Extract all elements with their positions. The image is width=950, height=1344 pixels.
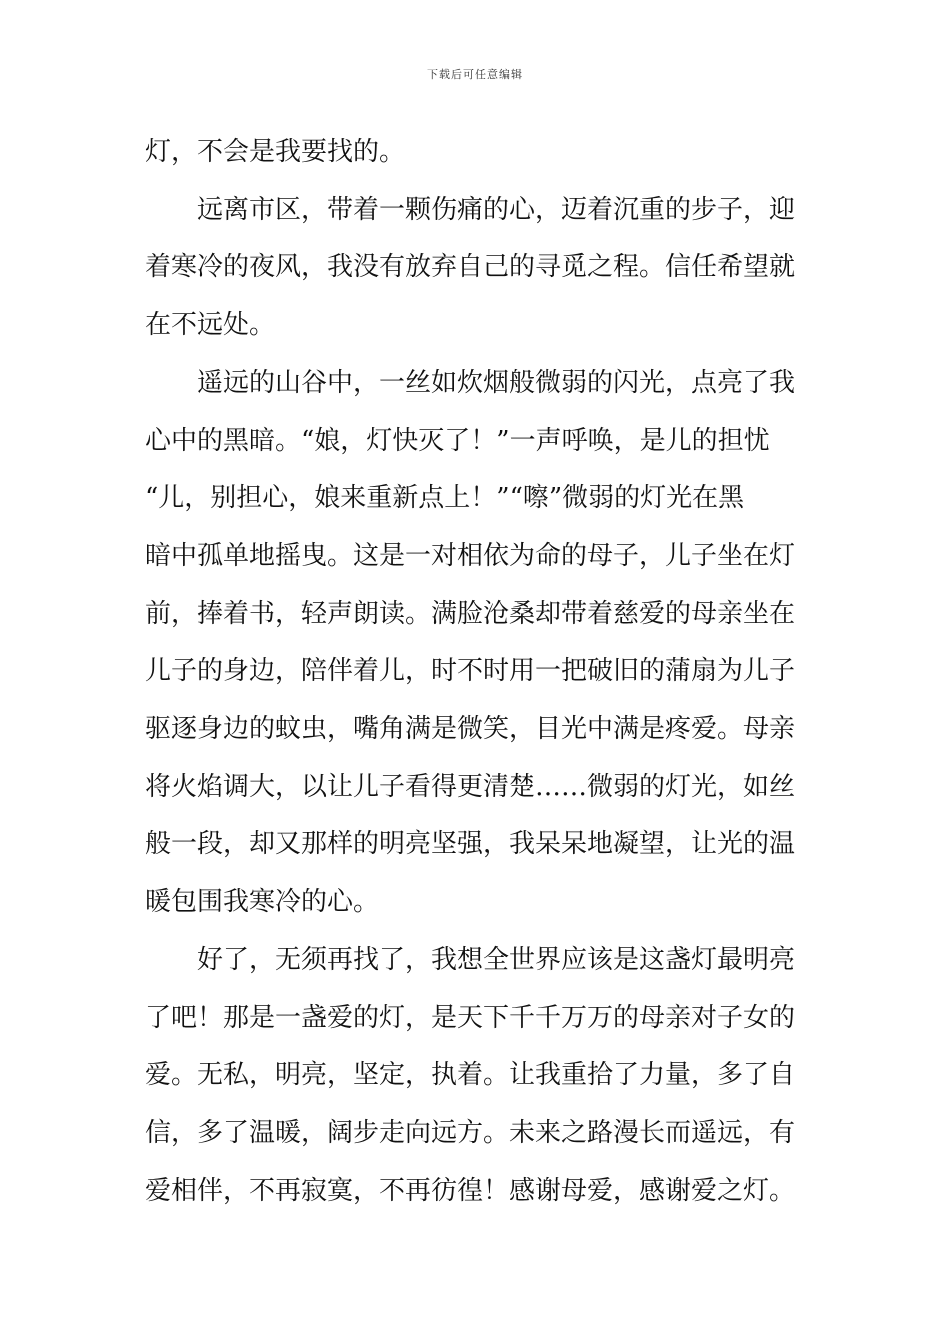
paragraph-3 (145, 355, 810, 932)
text-line: 爱。无私，明亮，坚定，执着。让我重拾了力量，多了自 (145, 1060, 796, 1091)
text-line: 灯，不会是我要找的。 (145, 137, 406, 167)
text-line: 遥远的山谷中，一丝如炊烟般微弱的闪光，点亮了我 (197, 367, 796, 398)
text-line: 好了，无须再找了，我想全世界应该是这盏灯最明亮 (197, 944, 796, 975)
paragraph-1 (145, 124, 810, 182)
document-body (145, 124, 810, 1220)
text-line: 在不远处。 (145, 310, 276, 341)
text-line: 前，捧着书，轻声朗读。满脸沧桑却带着慈爱的母亲坐在 (145, 598, 796, 629)
text-line: 爱相伴，不再寂寞，不再彷徨！感谢母爱，感谢爱之灯。 (145, 1175, 796, 1206)
text-line: 驱逐身边的蚊虫，嘴角满是微笑，目光中满是疼爱。母亲 (145, 714, 796, 745)
text-line: 着寒冷的夜风，我没有放弃自己的寻觅之程。信任希望就 (145, 252, 796, 283)
paragraph-4 (145, 932, 810, 1221)
text-line: “儿，别担心，娘来重新点上！”“嚓”微弱的灯光在黑 (145, 483, 745, 514)
text-line: 般一段，却又那样的明亮坚强，我呆呆地凝望，让光的温 (145, 829, 796, 860)
text-line: 远离市区，带着一颗伤痛的心，迈着沉重的步子，迎 (197, 194, 796, 225)
text-line: 心中的黑暗。“娘，灯快灭了！”一声呼唤，是儿的担忧 (145, 425, 770, 456)
text-line: 了吧！那是一盏爱的灯，是天下千千万万的母亲对子女的 (145, 1002, 796, 1033)
text-line: 暖包围我寒冷的心。 (145, 887, 380, 918)
text-line: 将火焰调大，以让儿子看得更清楚……微弱的灯光，如丝 (145, 771, 796, 802)
page-header-note: 下载后可任意编辑 (427, 68, 523, 81)
text-line: 信，多了温暖，阔步走向远方。未来之路漫长而遥远，有 (145, 1117, 796, 1148)
paragraph-2 (145, 182, 810, 355)
text-line: 暗中孤单地摇曳。这是一对相依为命的母子，儿子坐在灯 (145, 540, 796, 571)
text-line: 儿子的身边，陪伴着儿，时不时用一把破旧的蒲扇为儿子 (145, 656, 796, 687)
